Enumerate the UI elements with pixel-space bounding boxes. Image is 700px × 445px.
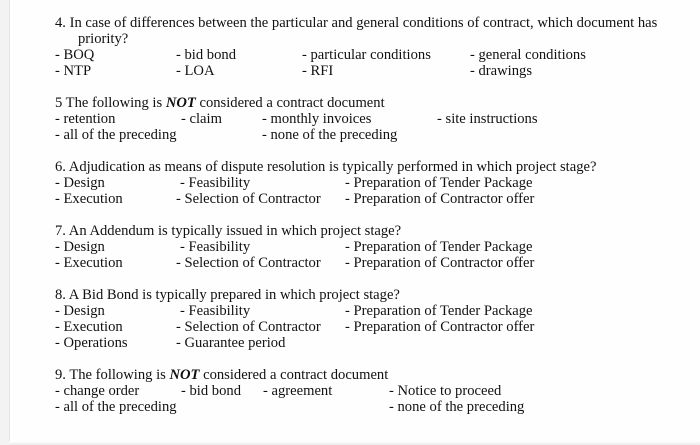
question-6-option-design: - Design <box>55 175 105 191</box>
question-5-option-claim: - claim <box>181 111 222 127</box>
question-8-option-feasibility: - Feasibility <box>180 303 251 319</box>
question-4-option-bid-bond: - bid bond <box>176 47 236 63</box>
question-9-option-all-of-the-preceding: - all of the preceding <box>55 399 177 415</box>
question-5-suffix: considered a contract document <box>195 95 385 111</box>
question-9-option-none-of-the-preceding: - none of the preceding <box>389 399 525 415</box>
page-left-edge <box>0 0 10 445</box>
question-9-option-notice-to-proceed: - Notice to proceed <box>389 383 502 399</box>
question-5-text <box>55 95 385 111</box>
question-4-text-line-1: 4. In case of differences between the particular and general conditions of contract, which document has <box>55 15 658 31</box>
question-9-emphasis: NOT <box>169 367 200 383</box>
question-5-option-monthly-invoices: - monthly invoices <box>262 111 372 127</box>
question-7-option-design: - Design <box>55 239 105 255</box>
question-5-option-retention: - retention <box>55 111 116 127</box>
question-9-option-agreement: - agreement <box>263 383 333 399</box>
question-8-option-design: - Design <box>55 303 105 319</box>
question-5-prefix: 5 The following is <box>55 95 166 111</box>
question-5-option-all-of-the-preceding: - all of the preceding <box>55 127 177 143</box>
question-4-option-boq: - BOQ <box>55 47 95 63</box>
question-4-option-drawings: - drawings <box>470 63 533 79</box>
question-4-option-ntp: - NTP <box>55 63 92 79</box>
question-7-option-execution: - Execution <box>55 255 123 271</box>
question-8-option-preparation-of-tender-package: - Preparation of Tender Package <box>345 303 533 319</box>
question-5-option-none-of-the-preceding: - none of the preceding <box>262 127 398 143</box>
page-bottom-shadow <box>9 441 700 445</box>
question-6-option-execution: - Execution <box>55 191 123 207</box>
question-8-option-guarantee-period: - Guarantee period <box>176 335 286 351</box>
question-8-option-execution: - Execution <box>55 319 123 335</box>
question-4-option-rfi: - RFI <box>302 63 334 79</box>
question-7-option-feasibility: - Feasibility <box>180 239 251 255</box>
question-6-option-preparation-of-tender-package: - Preparation of Tender Package <box>345 175 533 191</box>
question-8-option-selection-of-contractor: - Selection of Contractor <box>176 319 321 335</box>
question-7-option-selection-of-contractor: - Selection of Contractor <box>176 255 321 271</box>
question-6-option-selection-of-contractor: - Selection of Contractor <box>176 191 321 207</box>
question-4-text-line-2: priority? <box>78 31 129 47</box>
question-5-option-site-instructions: - site instructions <box>437 111 538 127</box>
question-7-text: 7. An Addendum is typically issued in which project stage? <box>55 223 402 239</box>
question-6-option-preparation-of-contractor-offer: - Preparation of Contractor offer <box>345 191 535 207</box>
question-9-text <box>55 367 388 383</box>
question-9-prefix: 9. The following is <box>55 367 170 383</box>
question-8-option-preparation-of-contractor-offer: - Preparation of Contractor offer <box>345 319 535 335</box>
question-7-option-preparation-of-contractor-offer: - Preparation of Contractor offer <box>345 255 535 271</box>
question-4-option-general-conditions: - general conditions <box>470 47 586 63</box>
question-8-option-operations: - Operations <box>55 335 128 351</box>
question-9-option-bid-bond: - bid bond <box>181 383 241 399</box>
question-4-option-loa: - LOA <box>176 63 215 79</box>
question-8-text: 8. A Bid Bond is typically prepared in which project stage? <box>55 287 400 303</box>
question-6-text: 6. Adjudication as means of dispute resolution is typically performed in which project stage? <box>55 159 597 175</box>
question-9-suffix: considered a contract document <box>199 367 389 383</box>
question-7-option-preparation-of-tender-package: - Preparation of Tender Package <box>345 239 533 255</box>
question-9-option-change-order: - change order <box>55 383 140 399</box>
question-5-emphasis: NOT <box>165 95 196 111</box>
question-6-option-feasibility: - Feasibility <box>180 175 251 191</box>
question-4-option-particular-conditions: - particular conditions <box>302 47 431 63</box>
